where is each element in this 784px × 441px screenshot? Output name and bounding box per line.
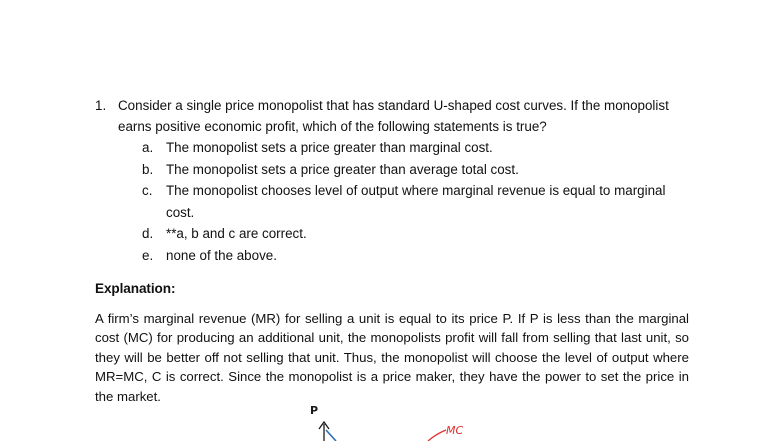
- option-e: [95, 245, 695, 267]
- demand-curve: [326, 430, 336, 441]
- option-text: The monopolist sets a price greater than average total cost.: [166, 161, 519, 177]
- option-d: [95, 223, 695, 245]
- option-letter: c.: [142, 183, 153, 198]
- option-a: [95, 137, 695, 159]
- option-letter: d.: [142, 226, 154, 241]
- option-letter: b.: [142, 161, 154, 177]
- question-block: [95, 95, 695, 266]
- explanation-paragraph: A firm’s marginal revenue (MR) for selling a unit is equal to its price P. If P is less than the marginal cost (MC) for producing an additional unit, the monopolists profit will fall from selling that last unit, so they will be better off not selling that unit. Thus, the monopolist will choose the level of output where MR=MC, C is correct. Since the monopolist is a price maker, they have the power to set the price in the market.: [95, 311, 689, 404]
- marginal-cost-curve: [428, 430, 446, 441]
- option-letter: e.: [142, 247, 154, 263]
- price-axis-arrow: [319, 422, 329, 441]
- answer-options: [95, 137, 695, 266]
- question-stem: [95, 95, 695, 137]
- explanation-heading: Explanation:: [95, 281, 176, 296]
- marginal-cost-label: MC: [446, 424, 464, 437]
- option-letter: a.: [142, 140, 154, 155]
- price-axis-label: P: [310, 404, 319, 417]
- option-c: [95, 180, 695, 223]
- option-b: [95, 159, 695, 181]
- question-number: 1.: [95, 98, 107, 113]
- option-text: **a, b and c are correct.: [166, 226, 307, 241]
- question-text: Consider a single price monopolist that has standard U-shaped cost curves. If the monopolist earns positive economic profit, which of the following statements is true?: [118, 98, 669, 134]
- option-text: The monopolist sets a price greater than marginal cost.: [166, 140, 493, 155]
- option-text: The monopolist chooses level of output where marginal revenue is equal to marginal cost.: [166, 183, 666, 220]
- option-text: none of the above.: [166, 247, 277, 263]
